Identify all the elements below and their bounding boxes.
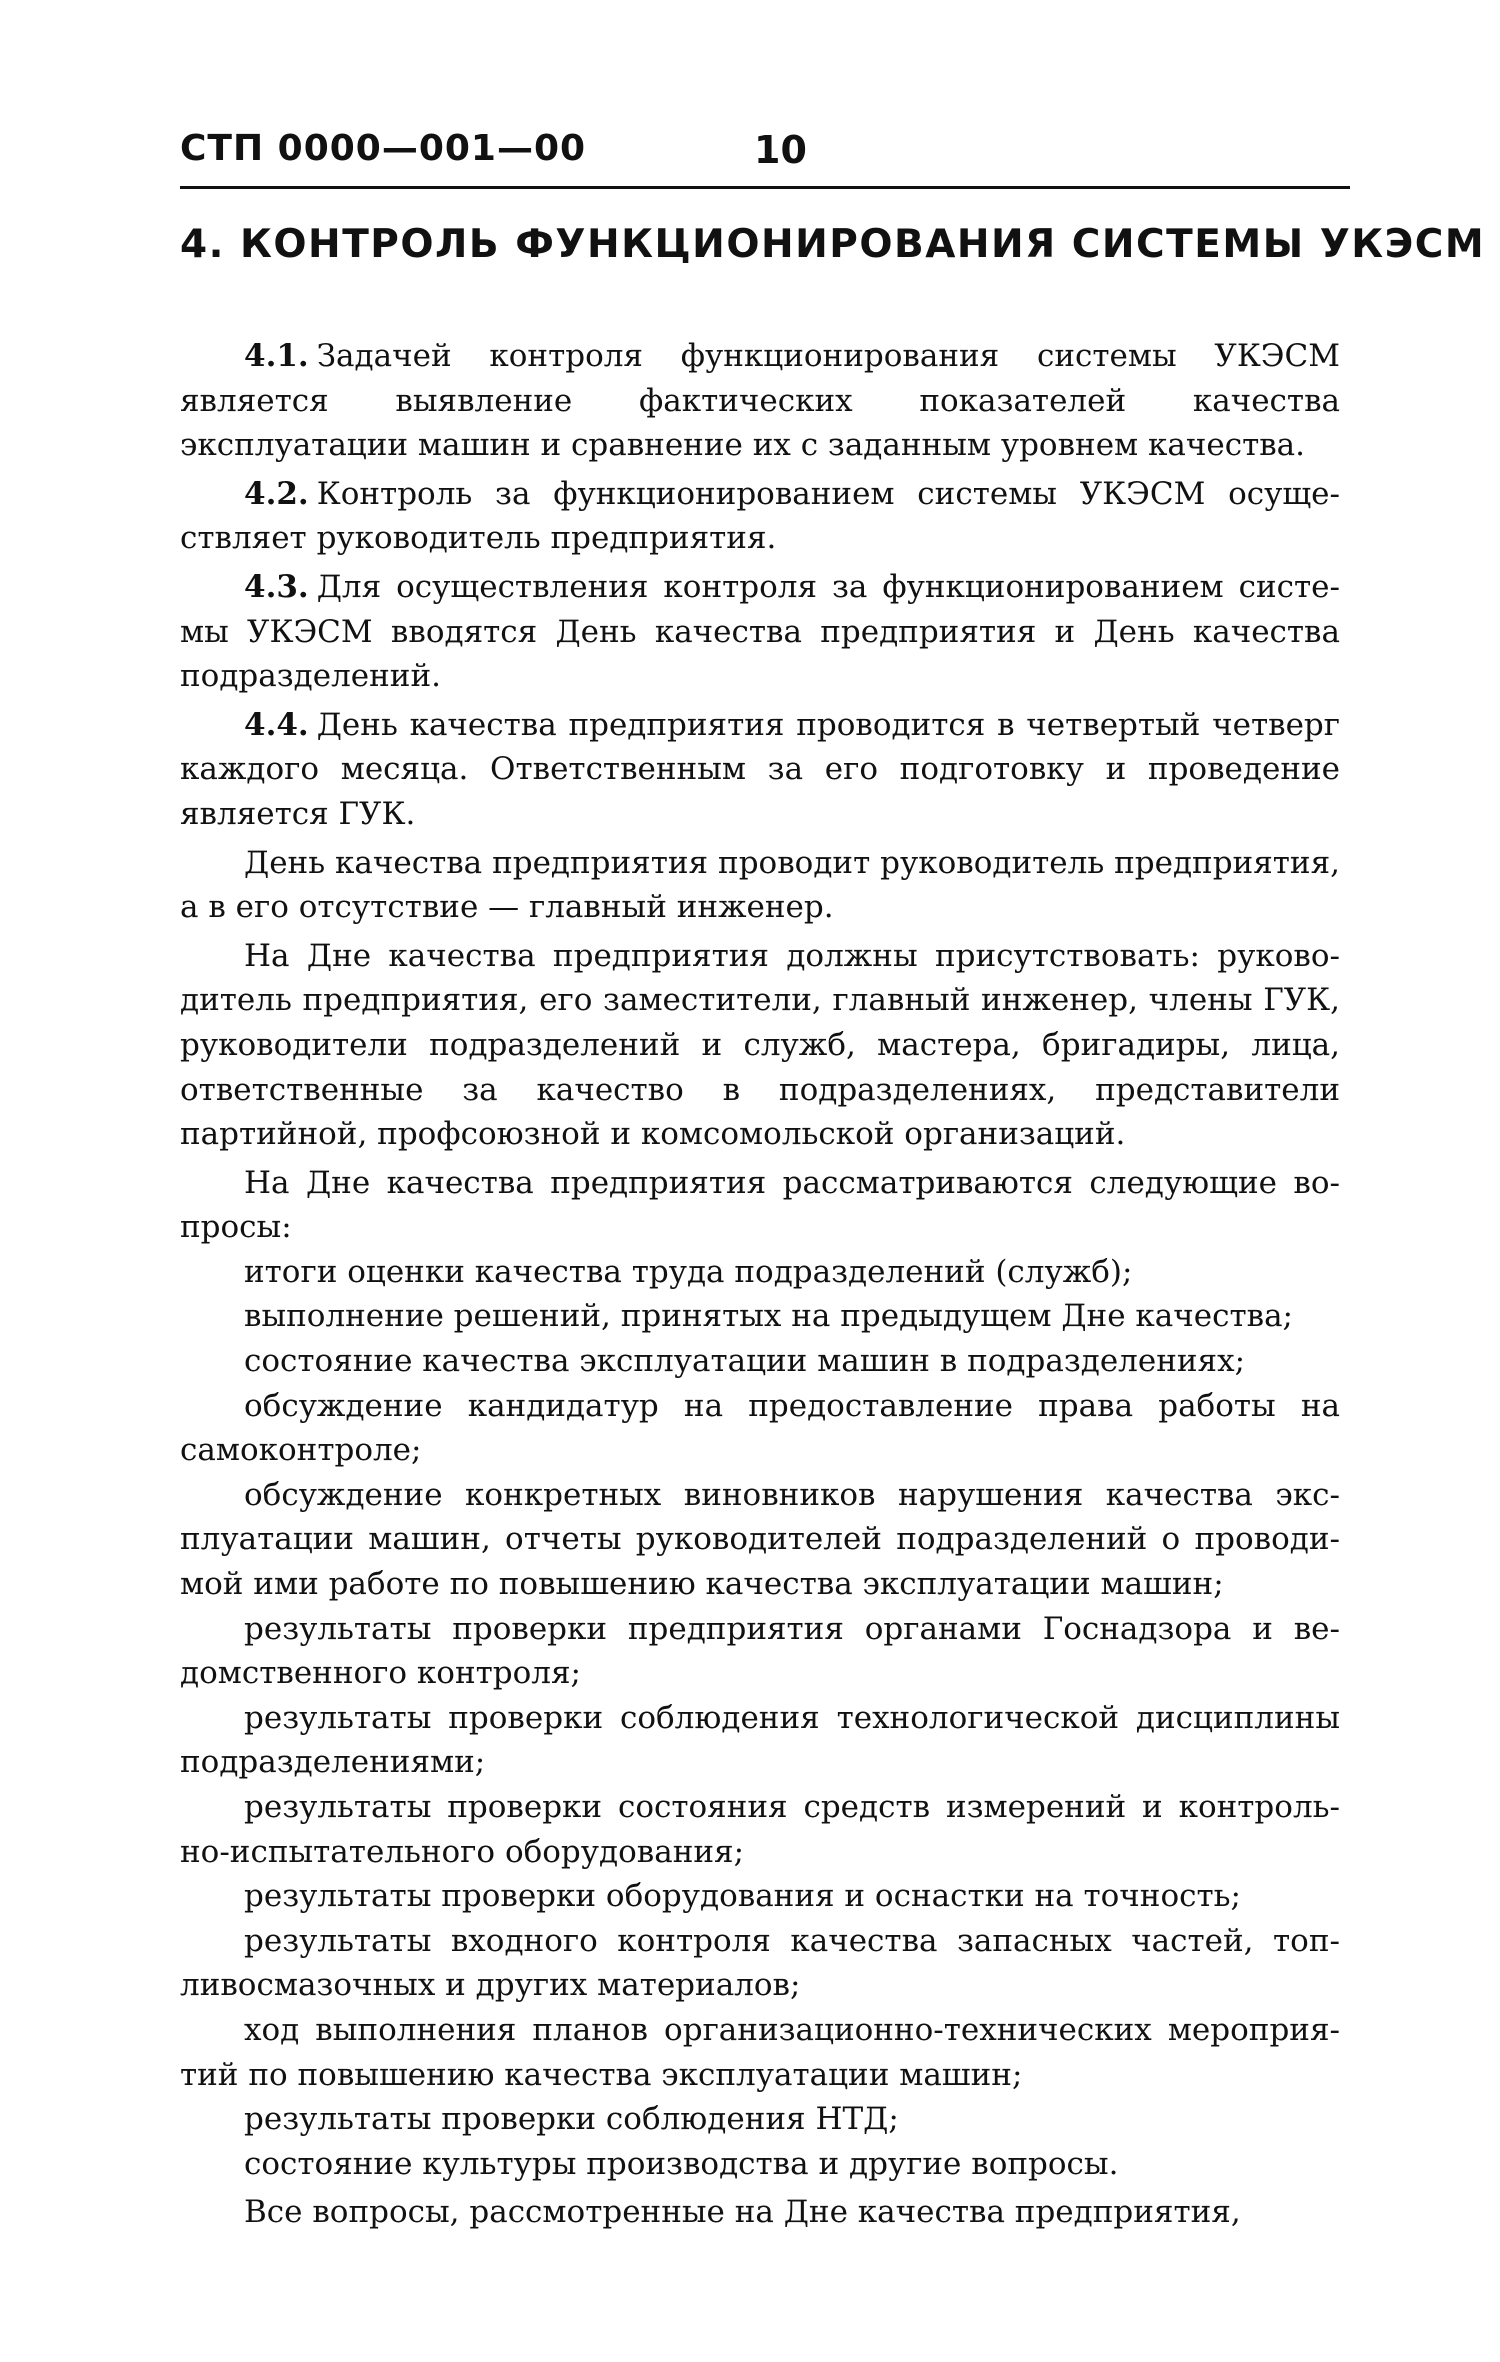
- page-number: 10: [754, 128, 807, 172]
- page-header: [180, 128, 1355, 188]
- document-body: [180, 334, 1340, 2235]
- agenda-item: итоги оценки качества труда подразделений (служб);: [244, 1253, 1133, 1290]
- paragraph: На Дне качества предприятия должны присутствовать: руководитель предприятия, его заместители, главный инженер, члены ГУК, руководители подразделений и служб, мастера, бригадиры, лица, ответственные за качество в подразделениях, представители партийной, профсоюзной и комсомольской организаций.: [180, 937, 1340, 1153]
- clause-4-4: [180, 703, 1340, 837]
- agenda-item: результаты проверки оборудования и оснастки на точность;: [244, 1878, 1241, 1915]
- agenda-item: результаты проверки соблюдения технологической дисциплины подразделениями;: [180, 1699, 1340, 1781]
- clause-4-2: [180, 472, 1340, 561]
- agenda-item: обсуждение кандидатур на предоставление права работы на самоконтроле;: [180, 1387, 1340, 1469]
- closing-paragraph-fragment: Все вопросы, рассмотренные на Дне качества предприятия,: [244, 2194, 1241, 2231]
- clause-number: 4.4.: [244, 706, 309, 743]
- agenda-item: результаты проверки состояния средств измерений и контрольно-испытательного оборудования;: [180, 1789, 1340, 1870]
- agenda-item: обсуждение конкретных виновников нарушения качества эксплуатации машин, отчеты руководителей подразделений о проводимой ими работе по повышению качества эксплуатации машин;: [180, 1476, 1340, 1603]
- document-code: СТП 0000—001—00: [180, 128, 587, 169]
- clause-number: 4.3.: [244, 568, 309, 605]
- clause-text: Контроль за функционированием системы УКЭСМ осуществляет руководитель предприятия.: [180, 475, 1340, 557]
- clause-4-1: [180, 334, 1340, 468]
- section-title: 4. КОНТРОЛЬ ФУНКЦИОНИРОВАНИЯ СИСТЕМЫ УКЭСМ: [180, 222, 1486, 267]
- clause-text: Для осуществления контроля за функционированием системы УКЭСМ вводятся День качества предприятия и День качества подразделений.: [180, 568, 1340, 695]
- agenda-item: состояние культуры производства и другие вопросы.: [244, 2145, 1119, 2182]
- agenda-item: ход выполнения планов организационно-технических мероприятий по повышению качества эксплуатации машин;: [180, 2011, 1340, 2093]
- agenda-item: состояние качества эксплуатации машин в подразделениях;: [244, 1343, 1246, 1380]
- header-divider: [180, 186, 1350, 189]
- agenda-item: результаты проверки предприятия органами Госнадзора и ведомственного контроля;: [180, 1610, 1340, 1692]
- paragraph: На Дне качества предприятия рассматриваются следующие вопросы:: [180, 1164, 1340, 1246]
- clause-number: 4.1.: [244, 338, 309, 374]
- paragraph: День качества предприятия проводит руководитель предприятия, а в его отсутствие — главный инженер.: [180, 844, 1340, 926]
- agenda-item: результаты проверки соблюдения НТД;: [244, 2101, 899, 2138]
- clause-text: День качества предприятия проводится в четвертый четверг каждого месяца. Ответственным за его подготовку и проведение является ГУК.: [180, 706, 1340, 832]
- agenda-item: выполнение решений, принятых на предыдущем Дне качества;: [244, 1298, 1293, 1335]
- agenda-item: результаты входного контроля качества запасных частей, топливосмазочных и других материалов;: [180, 1922, 1340, 2004]
- clause-text: Задачей контроля функционирования системы УКЭСМ является выявление фактических показателей качества эксплуатации машин и сравнение их с заданным уровнем качества.: [180, 338, 1340, 464]
- clause-4-3: [180, 565, 1340, 699]
- clause-number: 4.2.: [244, 475, 309, 512]
